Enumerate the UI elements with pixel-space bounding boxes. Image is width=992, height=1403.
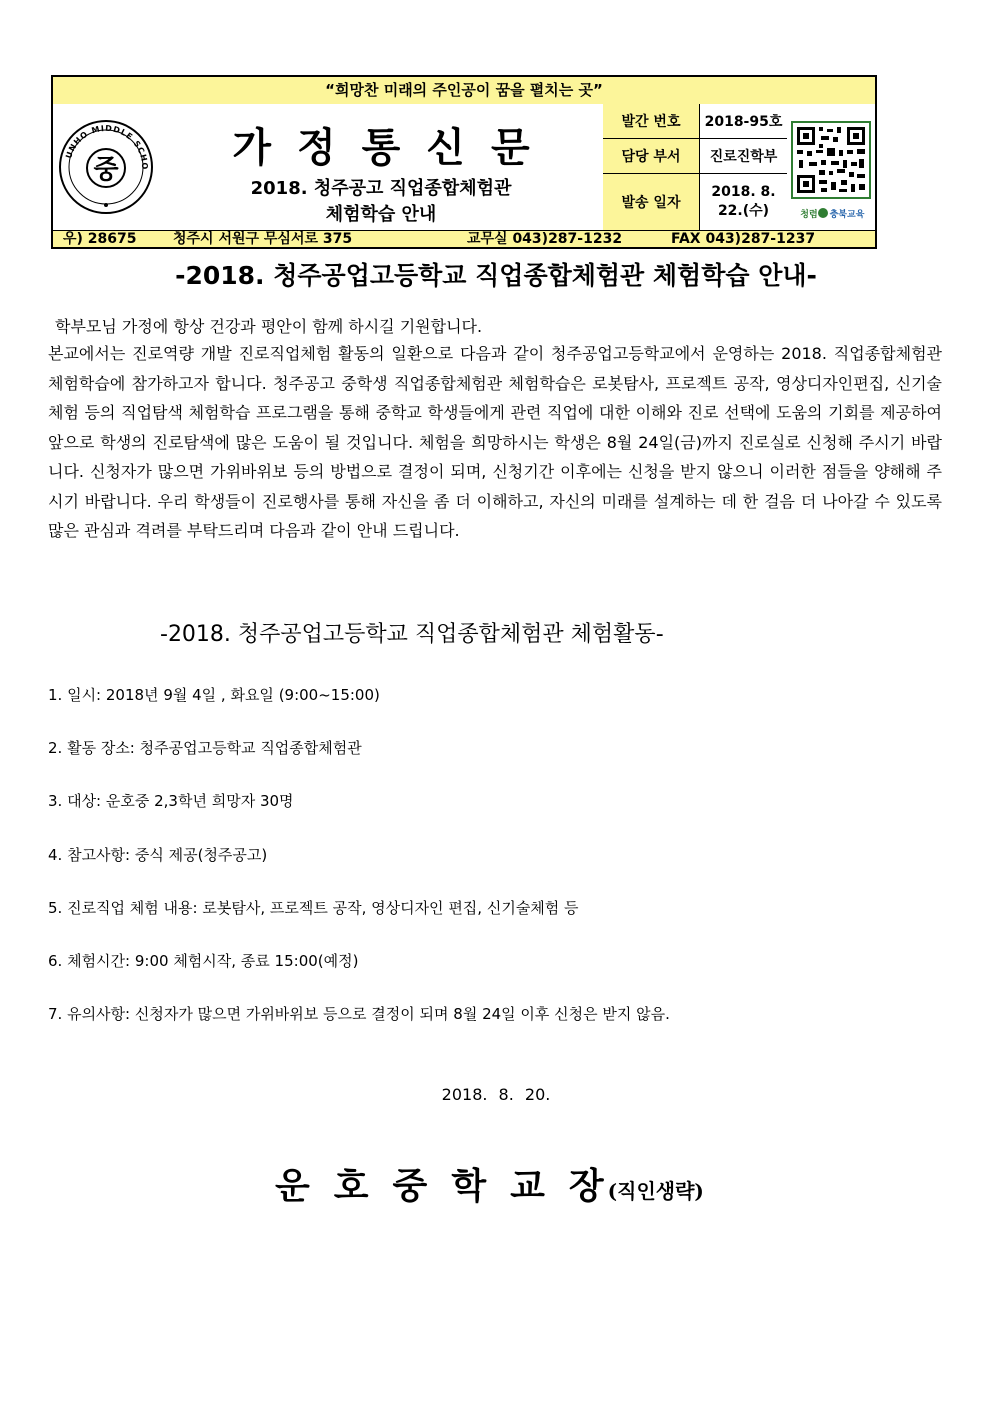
newsletter-title: 가정통신문 [232,124,556,171]
qr-cell [787,104,875,230]
info-row-department [603,139,787,174]
list-item: 7. 유의사항: 신청자가 많으면 가위바위보 등으로 결정이 되며 8월 24일 이후 신청은 받지 않음. [48,1005,670,1023]
school-logo-cell [53,104,160,230]
school-motto: “희망찬 미래의 주인공이 꿈을 펼치는 곳” [53,77,875,105]
school-logo-icon [53,104,159,230]
logo-character: 중 [93,155,119,185]
svg-text:UNHO MIDDLE SCHOOL: UNHO MIDDLE SCHO [64,123,150,171]
title-cell [159,104,604,230]
newsletter-subtitle [159,176,603,228]
newsletter-header [51,75,877,249]
info-value: 진로진학부 [700,139,787,173]
svg-text:충북교육: 충북교육 [829,210,865,220]
principal-signature [275,1158,704,1209]
info-label: 발간 번호 [603,104,700,138]
info-row-issue-number [603,104,787,139]
postal-code: 우) 28675 [63,231,137,247]
list-item: 4. 참고사항: 중식 제공(청주공고) [48,846,268,864]
issue-date: 2018. 8. 20. [441,1085,551,1104]
list-item: 6. 체험시간: 9:00 체험시작, 종료 15:00(예정) [48,952,359,970]
office-phone: 교무실 043)287-1232 [467,231,623,247]
contact-bar [53,230,875,248]
seal-omitted-note: (직인생략) [607,1179,704,1203]
list-item: 2. 활동 장소: 청주공업고등학교 직업종합체험관 [48,739,362,757]
street-address: 청주시 서원구 무심서로 375 [173,231,353,247]
info-value: 2018-95호 [700,104,787,138]
info-label: 담당 부서 [603,139,700,173]
signature-name: 운호중학교장 [275,1165,628,1207]
svg-text:청렴: 청렴 [800,210,818,220]
qr-caption: 청렴 충북교육 [831,228,838,229]
info-label: 발송 일자 [603,174,700,230]
info-value: 2018. 8. 22.(수) [700,174,787,230]
subtitle-line-2: 체험학습 안내 [325,204,437,225]
document-heading: -2018. 청주공업고등학교 직업종합체험관 체험학습 안내- [175,261,817,290]
info-table [603,104,788,230]
qr-code-icon [787,104,875,230]
list-item: 1. 일시: 2018년 9월 4일 , 화요일 (9:00~15:00) [48,686,380,704]
list-item: 3. 대상: 운호중 2,3학년 희망자 30명 [48,792,294,810]
body-paragraph: 본교에서는 진로역량 개발 진로직업체험 활동의 일환으로 다음과 같이 청주공업고등학교에서 운영하는 2018. 직업종합체험관 체험학습에 참가하고자 합니다. 청주공고 중학생 직업종합체험관 체험학습은 로봇탐사, 프로젝트 공작, 영상디자인편집, 신기술체험 등의 직업탐색 체험학습 프로그램을 통해 중학교 학생들에게 관련 직업에 대한 이해와 진로 선택에 도움의 기회를 제공하여 앞으로 학생의 진로탐색에 많은 도움이 될 것입니다. 체험을 희망하시는 학생은 8월 24일(금)까지 진로실로 신청해 주시기 바랍니다. 신청자가 많으면 가위바위보 등의 방법으로 결정이 되며, 신청기간 이후에는 신청을 받지 않으니 이러한 점들을 양해해 주시기 바랍니다. 우리 학생들이 진로행사를 통해 자신을 좀 더 이해하고, 자신의 미래를 설계하는 데 한 걸음 더 나아갈 수 있도록 많은 관심과 격려를 부탁드리며 다음과 같이 안내 드립니다. [48,344,942,540]
list-item: 5. 진로직업 체험 내용: 로봇탐사, 프로젝트 공작, 영상디자인 편집, 신기술체험 등 [48,899,579,917]
info-row-send-date [603,174,787,230]
fax-number: FAX 043)287-1237 [671,231,816,247]
subtitle-line-1: 2018. 청주공고 직업종합체험관 [250,178,512,199]
section-heading: -2018. 청주공업고등학교 직업종합체험관 체험활동- [160,622,664,647]
greeting-text: 학부모님 가정에 항상 건강과 평안이 함께 하시길 기원합니다. [55,317,483,336]
